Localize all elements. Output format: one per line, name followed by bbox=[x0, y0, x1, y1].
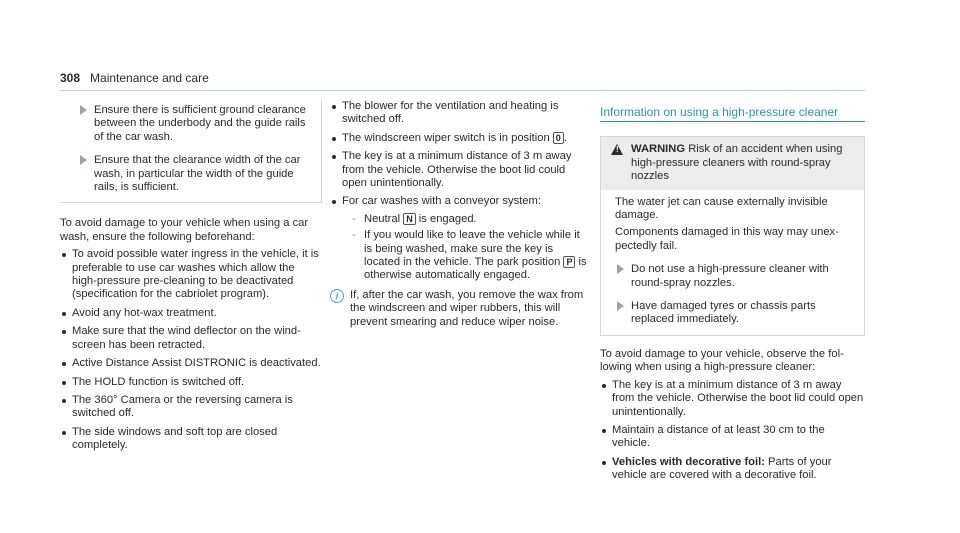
column-left bbox=[60, 100, 322, 458]
list-item: Make sure that the wind deflector on the windscreen has been retracted. bbox=[60, 325, 322, 352]
page-header bbox=[60, 72, 209, 85]
list-item: Maintain a distance of at least 30 cm to the vehicle. bbox=[600, 424, 865, 451]
list-item: Avoid any hot-wax treatment. bbox=[60, 307, 322, 320]
list-item: The side windows and soft top are closed completely. bbox=[60, 426, 322, 453]
warning-label: WARNING bbox=[631, 143, 686, 156]
step-item: Have damaged tyres or chassis parts replaced immediately. bbox=[615, 300, 854, 327]
list-item: Vehicles with decorative foil: Parts of your vehicle are covered with a decorative foil. bbox=[600, 456, 865, 483]
neutral-symbol: N bbox=[403, 213, 416, 225]
list-item: The HOLD function is switched off. bbox=[60, 376, 322, 389]
list-item: To avoid possible water ingress in the vehicle, it is preferable to use car washes which allow the high-pressure pre-cleaning to be deactivated (specification for the cabriolet program). bbox=[60, 248, 322, 302]
list-item: The 360° Camera or the reversing camera is switched off. bbox=[60, 394, 322, 421]
bullet-list bbox=[330, 100, 590, 283]
info-note: i If, after the car wash, you remove the wax from the windscreen and wiper rubbers, this will prevent smearing and reduce wiper noise. bbox=[330, 289, 590, 329]
header-divider bbox=[60, 90, 865, 91]
step-arrow-icon bbox=[617, 264, 624, 274]
list-item: The key is at a minimum distance of 3 m away from the vehicle. Otherwise the boot lid could open unintentionally. bbox=[330, 150, 590, 190]
list-item: The windscreen wiper switch is in position 0 . bbox=[330, 132, 590, 145]
intro-text: To avoid damage to your vehicle, observe the following when using a high-pressure cleaner: bbox=[600, 347, 844, 374]
warning-box bbox=[600, 136, 865, 335]
page-number: 308 bbox=[60, 71, 81, 85]
dash-item: - Neutral N is engaged. bbox=[352, 212, 477, 225]
warning-triangle-icon: ! bbox=[611, 144, 623, 155]
list-item: The blower for the ventilation and heating is switched off. bbox=[330, 100, 590, 127]
warning-body: The water jet can cause externally invisible damage. Components damaged in this way may unexpectedly fail. Do not use a high-pressure cleaner with round-spray nozzles. Have damaged tyres or chassis parts replaced immediately. bbox=[601, 190, 864, 335]
column-right bbox=[600, 100, 865, 488]
dash-item: - If you would like to leave the vehicle while it is being washed, make sure the key is located in the vehicle. The park position P is otherwise automatically engaged. bbox=[352, 229, 587, 282]
wiper-position-symbol: 0 bbox=[553, 132, 564, 144]
section-title: Maintenance and care bbox=[90, 71, 209, 85]
bullet-list bbox=[60, 248, 322, 452]
column-middle bbox=[330, 100, 590, 329]
list-item: Active Distance Assist DISTRONIC is deactivated. bbox=[60, 357, 322, 370]
step-arrow-icon bbox=[617, 301, 624, 311]
intro-text: To avoid damage to your vehicle when using a car wash, ensure the following beforehand: bbox=[60, 217, 309, 243]
list-item: For car washes with a conveyor system: - Neutral N is engaged. - If you would like to leave the vehicle while it is being washed, make sure the key is located in the vehicle. The park position P is otherwise automatically engaged. bbox=[330, 195, 590, 282]
bullet-list bbox=[600, 379, 865, 483]
step-arrow-icon bbox=[80, 105, 87, 115]
warning-header bbox=[601, 137, 864, 189]
step-item: Do not use a high-pressure cleaner with round-spray nozzles. bbox=[615, 263, 854, 290]
step-arrow-icon bbox=[80, 155, 87, 165]
dash-list bbox=[342, 213, 590, 283]
list-item: The key is at a minimum distance of 3 m away from the vehicle. Otherwise the boot lid could open unintentionally. bbox=[600, 379, 865, 419]
step-item: Ensure that the clearance width of the car wash, in particular the width of the guide rails, is sufficient. bbox=[78, 154, 315, 194]
steps-box bbox=[60, 100, 322, 203]
warning-text: Risk of an accident when using high-pressure cleaners with round-spray nozzles bbox=[631, 143, 843, 183]
info-icon: i bbox=[330, 289, 344, 303]
section-heading: Information on using a high-pressure cleaner bbox=[600, 106, 865, 122]
park-symbol: P bbox=[563, 256, 575, 268]
step-item: Ensure there is sufficient ground clearance between the underbody and the guide rails of the car wash. bbox=[78, 104, 315, 144]
